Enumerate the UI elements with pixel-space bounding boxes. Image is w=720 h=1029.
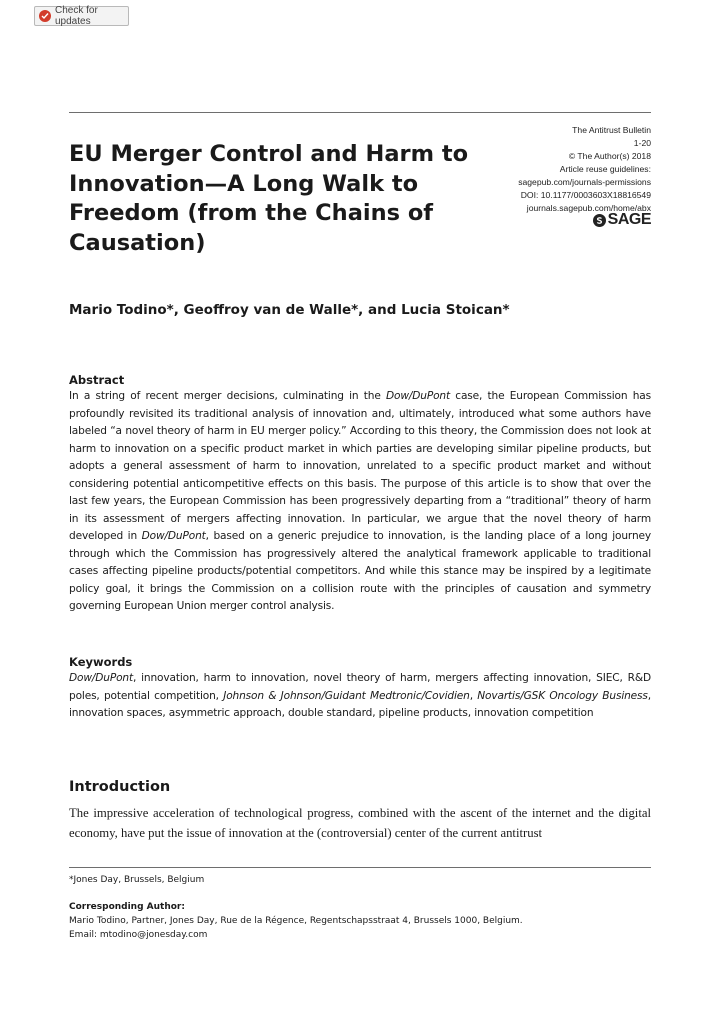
corresponding-author-heading: Corresponding Author: <box>69 902 185 912</box>
footnote-rule <box>69 867 651 868</box>
copyright: © The Author(s) 2018 <box>568 151 651 161</box>
corresponding-author-address: Mario Todino, Partner, Jones Day, Rue de la Régence, Regentschapsstraat 4, Brussels 1000, Belgium. <box>69 916 523 926</box>
keywords-part-6: , innovation spaces, asymmetric approach, double standard, pipeline products, innovation competition <box>69 689 652 719</box>
abstract-case-dow-dupont-1: Dow/DuPont <box>386 390 450 402</box>
article-title: EU Merger Control and Harm to Innovation—A Long Walk to Freedom (from the Chains of Causation) <box>69 141 469 256</box>
reuse-guidelines: Article reuse guidelines: <box>559 164 651 174</box>
keyword-jj-medtronic: Johnson & Johnson/Guidant Medtronic/Covidien <box>223 689 470 702</box>
journal-name: The Antitrust Bulletin <box>572 125 651 135</box>
sage-wordmark: SAGE <box>607 211 651 228</box>
abstract-part-2: case, the European Commission has profoundly revisited its traditional analysis of innovation and, ultimately, introduced what some authors have labeled “a novel theory of harm in EU merger policy.” According to this theory, the Commission does not look at harm to innovation on a specific product market in which parties are developing similar pipeline products, but adopts a general assessment of harm to innovation, unrelated to a specific product market and without considering potential anticompetitive effects on this basis. The purpose of this article is to show that over the last few years, the European Commission has been progressively departing from a “traditional” theory of harm in its assessment of mergers affecting innovation. In particular, we argue that the novel theory of harm developed in <box>69 390 651 542</box>
article-authors: Mario Todino*, Geoffroy van de Walle*, and Lucia Stoican* <box>69 302 510 318</box>
abstract-text <box>69 388 651 616</box>
keywords-part-4: , <box>469 689 478 702</box>
abstract-case-dow-dupont-2: Dow/DuPont <box>141 530 206 542</box>
check-for-updates-badge[interactable] <box>34 6 129 26</box>
abstract-heading: Abstract <box>69 373 125 387</box>
update-check-icon <box>39 10 51 22</box>
keywords-part-2: , innovation, harm to innovation, novel theory of harm, mergers affecting innovation, SIEC, R&D poles, potential competition, <box>69 672 651 702</box>
introduction-heading: Introduction <box>69 779 171 795</box>
corresponding-author-email[interactable]: Email: mtodino@jonesday.com <box>69 930 208 940</box>
sage-mark-icon <box>593 214 606 227</box>
abstract-part-1: In a string of recent merger decisions, culminating in the <box>69 390 386 402</box>
keyword-novartis-gsk: Novartis/GSK Oncology Business <box>477 689 648 702</box>
abstract-part-3: , based on a generic prejudice to innovation, is the landing place of a long journey through which the Commission has progressively altered the analytical framework applicable to traditional cases affecting pipeline products/potential competitors. And while this stance may be inspired by a legitimate policy goal, it brings the Commission on a collision route with the principles of causation and symmetry governing European Union merger control analysis. <box>69 530 651 612</box>
journal-home-link[interactable]: journals.sagepub.com/home/abx <box>526 203 651 213</box>
sage-publisher-logo <box>593 211 651 229</box>
keywords-heading: Keywords <box>69 655 133 669</box>
permissions-link[interactable]: sagepub.com/journals-permissions <box>518 177 651 187</box>
introduction-text: The impressive acceleration of technological progress, combined with the ascent of the internet and the digital economy, have put the issue of innovation at the (controversial) center of the current antitrust <box>69 806 651 840</box>
check-for-updates-label: Check for updates <box>55 5 98 27</box>
doi[interactable]: DOI: 10.1177/0003603X18816549 <box>520 190 651 200</box>
keyword-dow-dupont: Dow/DuPont <box>69 672 133 684</box>
keywords-text <box>69 670 651 723</box>
author-affiliation: *Jones Day, Brussels, Belgium <box>69 875 205 885</box>
header-rule <box>69 112 651 113</box>
page-range: 1-20 <box>633 138 651 148</box>
